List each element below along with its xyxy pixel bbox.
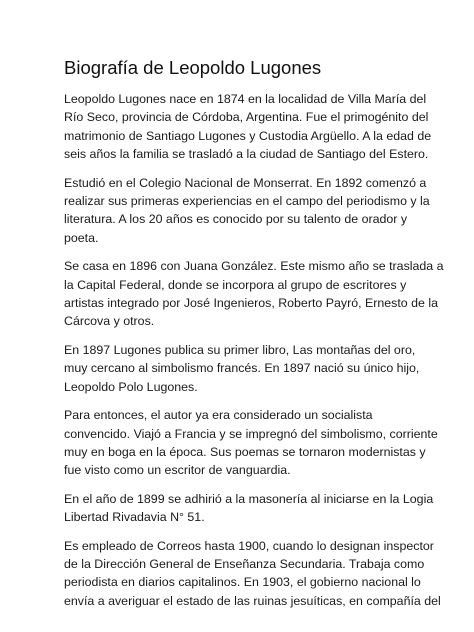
paragraph-masonry — [64, 490, 434, 527]
text-line: Leopoldo Polo Lugones. — [64, 379, 198, 394]
document-title: Biografía de Leopoldo Lugones — [64, 57, 322, 78]
text-line: En 1897 Lugones publica su primer libro, Las montañas del oro, — [64, 342, 416, 357]
text-line: artistas integrado por José Ingenieros, Roberto Payró, Ernesto de la — [64, 296, 438, 311]
text-line: matrimonio de Santiago Lugones y Custodia Argüello. A la edad de — [64, 128, 432, 143]
text-line: envía a averiguar el estado de las ruinas jesuíticas, en compañía del — [64, 593, 441, 608]
text-line: muy cercano al simbolismo francés. En 1897 nació su único hijo, — [64, 361, 420, 376]
text-line: Para entonces, el autor ya era considerado un socialista — [64, 408, 373, 423]
text-line: Se casa en 1896 con Juana González. Este mismo año se traslada a — [64, 259, 444, 274]
paragraph-marriage — [64, 257, 444, 331]
paragraph-first-book — [64, 341, 420, 396]
text-line: Leopoldo Lugones nace en 1874 en la localidad de Villa María del — [64, 92, 427, 106]
paragraph-career — [64, 537, 441, 611]
text-line: Río Seco, provincia de Córdoba, Argentina. Fue el primogénito del — [64, 110, 429, 125]
text-line: fue visto como un escritor de vanguardia. — [64, 463, 291, 478]
paragraph-education — [64, 174, 430, 248]
text-line: Estudió en el Colegio Nacional de Monserrat. En 1892 comenzó a — [64, 175, 427, 190]
text-line: Es empleado de Correos hasta 1900, cuando lo designan inspector — [64, 538, 434, 553]
text-line: la Capital Federal, donde se incorpora al grupo de escritores y — [64, 277, 407, 292]
text-line: Cárcova y otros. — [64, 314, 155, 329]
text-line: convencido. Viajó a Francia y se impregnó del simbolismo, corriente — [64, 426, 438, 441]
text-line: poeta. — [64, 230, 99, 245]
text-line: periodista en diarios capitalinos. En 1903, el gobierno nacional lo — [64, 575, 421, 590]
text-line: Libertad Rivadavia N° 51. — [64, 510, 205, 525]
text-line: de la Dirección General de Enseñanza Secundaria. Trabaja como — [64, 556, 425, 571]
text-line: realizar sus primeras experiencias en el campo del periodismo y la — [64, 194, 430, 209]
text-line: literatura. A los 20 años es conocido por su talento de orador y — [64, 212, 408, 227]
paragraph-socialism — [64, 406, 438, 480]
text-line: seis años la familia se trasladó a la ciudad de Santiago del Estero. — [64, 147, 429, 162]
document-page — [64, 56, 444, 620]
text-line: En el año de 1899 se adhirió a la masonería al iniciarse en la Logia — [64, 491, 434, 506]
text-line: muy en boga en la época. Sus poemas se tornaron modernistas y — [64, 444, 426, 459]
paragraph-birth — [64, 90, 432, 164]
